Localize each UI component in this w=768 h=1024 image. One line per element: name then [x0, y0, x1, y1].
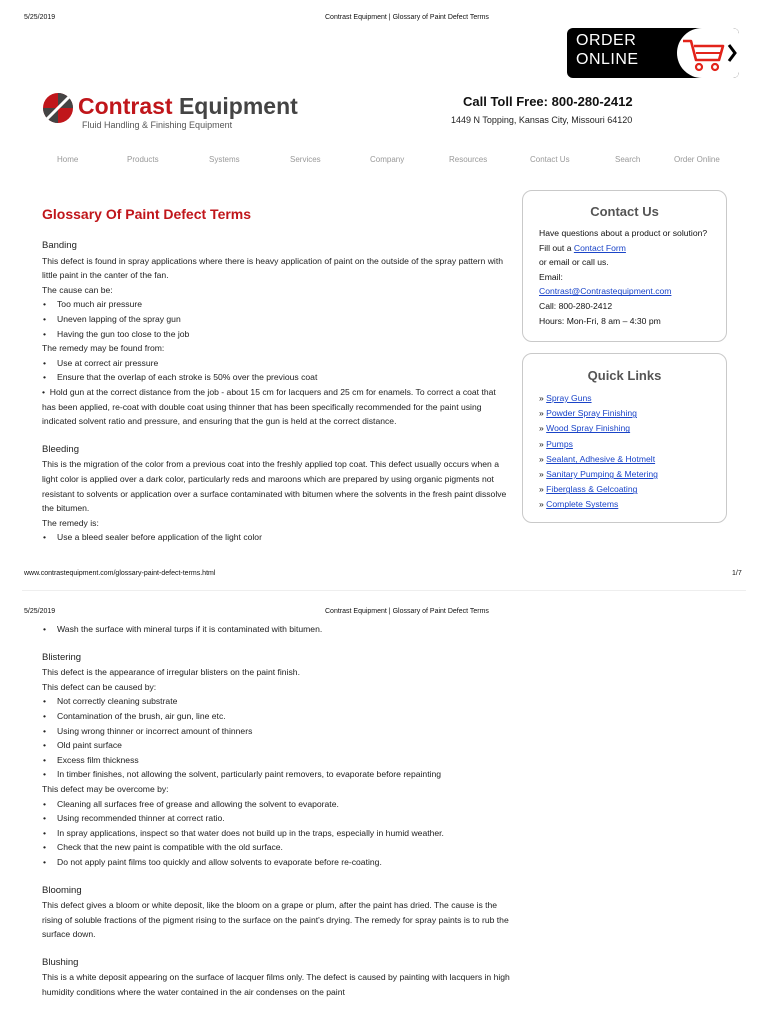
banding-remedy-intro: The remedy may be found from:: [42, 343, 165, 354]
quick-link-label[interactable]: Fiberglass & Gelcoating: [546, 484, 638, 495]
list-item: • In timber finishes, not allowing the solvent, particularly paint removers, to evaporate before repainting: [42, 767, 512, 782]
blistering-desc: This defect is the appearance of irregular blisters on the paint finish.: [42, 667, 300, 678]
arrow-icon: »: [539, 499, 547, 510]
contact-form-link[interactable]: Contact Form: [573, 242, 626, 253]
list-item: • Wash the surface with mineral turps if it is contaminated with bitumen.: [42, 622, 512, 637]
arrow-icon: »: [539, 423, 547, 434]
list-item: • Uneven lapping of the spray gun: [42, 312, 512, 327]
quick-link-powder-spray[interactable]: [539, 406, 726, 421]
glossary-content-page-1: [42, 239, 512, 545]
logo-mark-icon: [42, 92, 74, 124]
banding-remedy-long: • Hold gun at the correct distance from the job - about 15 cm for lacquers and 25 cm for enamels. To correct a coat that has been applied, re-coat with double coat using thinner that has been specifically recommended for the paint using indicated solvent ratio and pressure, and ensuring that the gun is held at the correct distance.: [42, 386, 496, 427]
quick-links-box: [522, 353, 727, 523]
order-line-1: ORDER: [576, 32, 637, 49]
bleeding-desc: This is the migration of the color from a previous coat into the freshly applied top coat. This defect usually occurs when a light color is applied over a dark color, particularly reds and maroons which are prepared by using organic pigments not resistant to solvents or application over a surface contaminated with bitumen where the solvents in the fresh paint dissolve the bitumen.: [42, 459, 507, 514]
glossary-content-page-2: [42, 622, 512, 1000]
list-item: • Old paint surface: [42, 738, 512, 753]
nav-products[interactable]: Products: [127, 155, 159, 164]
bleeding-remedies: [42, 530, 512, 545]
print-title-page-2: Contrast Equipment | Glossary of Paint Defect Terms: [325, 608, 489, 615]
blooming-desc: This defect gives a bloom or white deposit, like the bloom on a grape or plum, after the paint has dried. The cause is the rising of soluble fractions of the pigment rising to the surface on the paint's drying. The remedy for spray paints is to rub the surface down.: [42, 900, 509, 940]
quick-link-pumps[interactable]: [539, 437, 726, 452]
bleeding-remedy-intro: The remedy is:: [42, 517, 99, 528]
list-item: • Ensure that the overlap of each stroke is 50% over the previous coat: [42, 370, 512, 385]
list-item: • Use at correct air pressure: [42, 356, 512, 371]
list-item: • Too much air pressure: [42, 297, 512, 312]
print-date: 5/25/2019: [24, 14, 56, 21]
logo-name-dark: Equipment: [172, 93, 298, 119]
list-item: • Using wrong thinner or incorrect amount of thinners: [42, 724, 512, 739]
list-item: • Having the gun too close to the job: [42, 327, 512, 342]
print-date-page-2: 5/25/2019: [24, 608, 56, 615]
blistering-causes: [42, 694, 512, 782]
quick-link-spray-guns[interactable]: [539, 391, 726, 406]
nav-order-online[interactable]: Order Online: [674, 155, 720, 164]
quick-link-label[interactable]: Spray Guns: [546, 393, 592, 403]
quick-links-list: [523, 383, 726, 513]
shopping-cart-icon: [677, 28, 739, 78]
quick-link-label[interactable]: Sealant, Adhesive & Hotmelt: [546, 453, 656, 464]
list-item: • Use a bleed sealer before application of the light color: [42, 530, 512, 545]
contact-email-link[interactable]: Contrast@Contrastequipment.com: [539, 286, 672, 297]
logo-tagline: Fluid Handling & Finishing Equipment: [82, 120, 233, 130]
blistering-remedies: [42, 797, 512, 870]
arrow-icon: »: [539, 453, 547, 464]
arrow-icon: »: [539, 408, 547, 419]
list-item: • Not correctly cleaning substrate: [42, 694, 512, 709]
order-online-button[interactable]: [567, 28, 739, 78]
list-item: • Do not apply paint films too quickly and allow solvents to evaporate before re-coating.: [42, 855, 512, 870]
quick-link-label[interactable]: Complete Systems: [546, 499, 619, 510]
list-item: • Contamination of the brush, air gun, line etc.: [42, 709, 512, 724]
contact-box-intro: Have questions about a product or solution? Fill out a: [539, 228, 708, 253]
print-url: www.contrastequipment.com/glossary-paint-defect-terms.html: [24, 570, 216, 577]
bleeding-remedies-cont: [42, 622, 512, 637]
print-title: Contrast Equipment | Glossary of Paint Defect Terms: [325, 14, 489, 21]
arrow-icon: »: [539, 484, 547, 495]
nav-home[interactable]: Home: [57, 155, 79, 164]
arrow-icon: »: [539, 393, 547, 403]
nav-search[interactable]: Search: [615, 155, 641, 164]
print-page-number: 1/7: [732, 570, 742, 577]
arrow-icon: »: [539, 469, 547, 480]
quick-link-label[interactable]: Pumps: [546, 438, 573, 449]
banding-causes: [42, 297, 512, 341]
quick-links-title: Quick Links: [587, 368, 662, 383]
page-divider: [22, 590, 746, 591]
quick-link-complete-systems[interactable]: [539, 497, 726, 512]
list-item: • Using recommended thinner at correct ratio.: [42, 811, 512, 826]
quick-link-label[interactable]: Powder Spray Finishing: [546, 408, 637, 419]
nav-resources[interactable]: Resources: [449, 155, 488, 164]
contact-box-title: Contact Us: [590, 204, 659, 219]
blistering-cause-intro: This defect can be caused by:: [42, 681, 157, 692]
term-blushing: Blushing: [42, 956, 79, 968]
banding-remedy-long-text: Hold gun at the correct distance from the job - about 15 cm for lacquers and 25 cm for enamels. To correct a coat that has been applied, re-coat with double coat using thinner that has been specifically recommended for the paint using indicated solvent ratio and pressure, and ensuring that the gun is held at the correct distance.: [42, 386, 496, 427]
banding-remedies: [42, 356, 512, 385]
term-bleeding: Bleeding: [42, 443, 79, 455]
list-item: • Check that the new paint is compatible with the old surface.: [42, 840, 512, 855]
contact-box-line2: or email or call us.: [539, 257, 609, 268]
blistering-remedy-intro: This defect may be overcome by:: [42, 783, 169, 794]
nav-systems[interactable]: Systems: [209, 155, 240, 164]
banding-cause-intro: The cause can be:: [42, 284, 113, 295]
term-blistering: Blistering: [42, 651, 82, 663]
quick-link-label[interactable]: Sanitary Pumping & Metering: [546, 469, 658, 480]
term-banding: Banding: [42, 240, 77, 251]
term-blooming: Blooming: [42, 884, 82, 896]
nav-contact-us[interactable]: Contact Us: [530, 155, 570, 164]
contact-box-email-label: Email:: [539, 271, 563, 282]
contact-box-hours: Hours: Mon-Fri, 8 am – 4:30 pm: [539, 315, 661, 326]
quick-link-sanitary[interactable]: [539, 467, 726, 482]
list-item: • Cleaning all surfaces free of grease and allowing the solvent to evaporate.: [42, 797, 512, 812]
quick-link-wood-spray[interactable]: [539, 421, 726, 436]
main-nav: [35, 155, 735, 167]
contact-us-box: [522, 190, 727, 342]
arrow-icon: »: [539, 438, 547, 449]
logo-name-red: Contrast: [78, 93, 173, 119]
blushing-desc: This is a white deposit appearing on the surface of lacquer films only. The defect is caused by painting with lacquers in high humidity conditions where the water contained in the air condenses on the paint: [42, 972, 510, 998]
address: 1449 N Topping, Kansas City, Missouri 64120: [451, 115, 633, 125]
contact-box-phone: Call: 800-280-2412: [539, 300, 613, 311]
banding-desc: This defect is found in spray applications where there is heavy application of paint on the outside of the spray pattern with little paint in the canter of the fan.: [42, 255, 503, 281]
list-item: • In spray applications, inspect so that water does not build up in the traps, especially in humid weather.: [42, 826, 512, 841]
quick-link-sealant[interactable]: [539, 452, 726, 467]
nav-company[interactable]: Company: [370, 155, 405, 164]
order-line-2: ONLINE: [576, 51, 639, 68]
quick-link-label[interactable]: Wood Spray Finishing: [546, 423, 631, 434]
page-title: Glossary Of Paint Defect Terms: [42, 206, 252, 222]
list-item: • Excess film thickness: [42, 753, 512, 768]
toll-free-number[interactable]: Call Toll Free: 800-280-2412: [463, 94, 633, 109]
nav-services[interactable]: Services: [290, 155, 321, 164]
quick-link-fiberglass[interactable]: [539, 482, 726, 497]
